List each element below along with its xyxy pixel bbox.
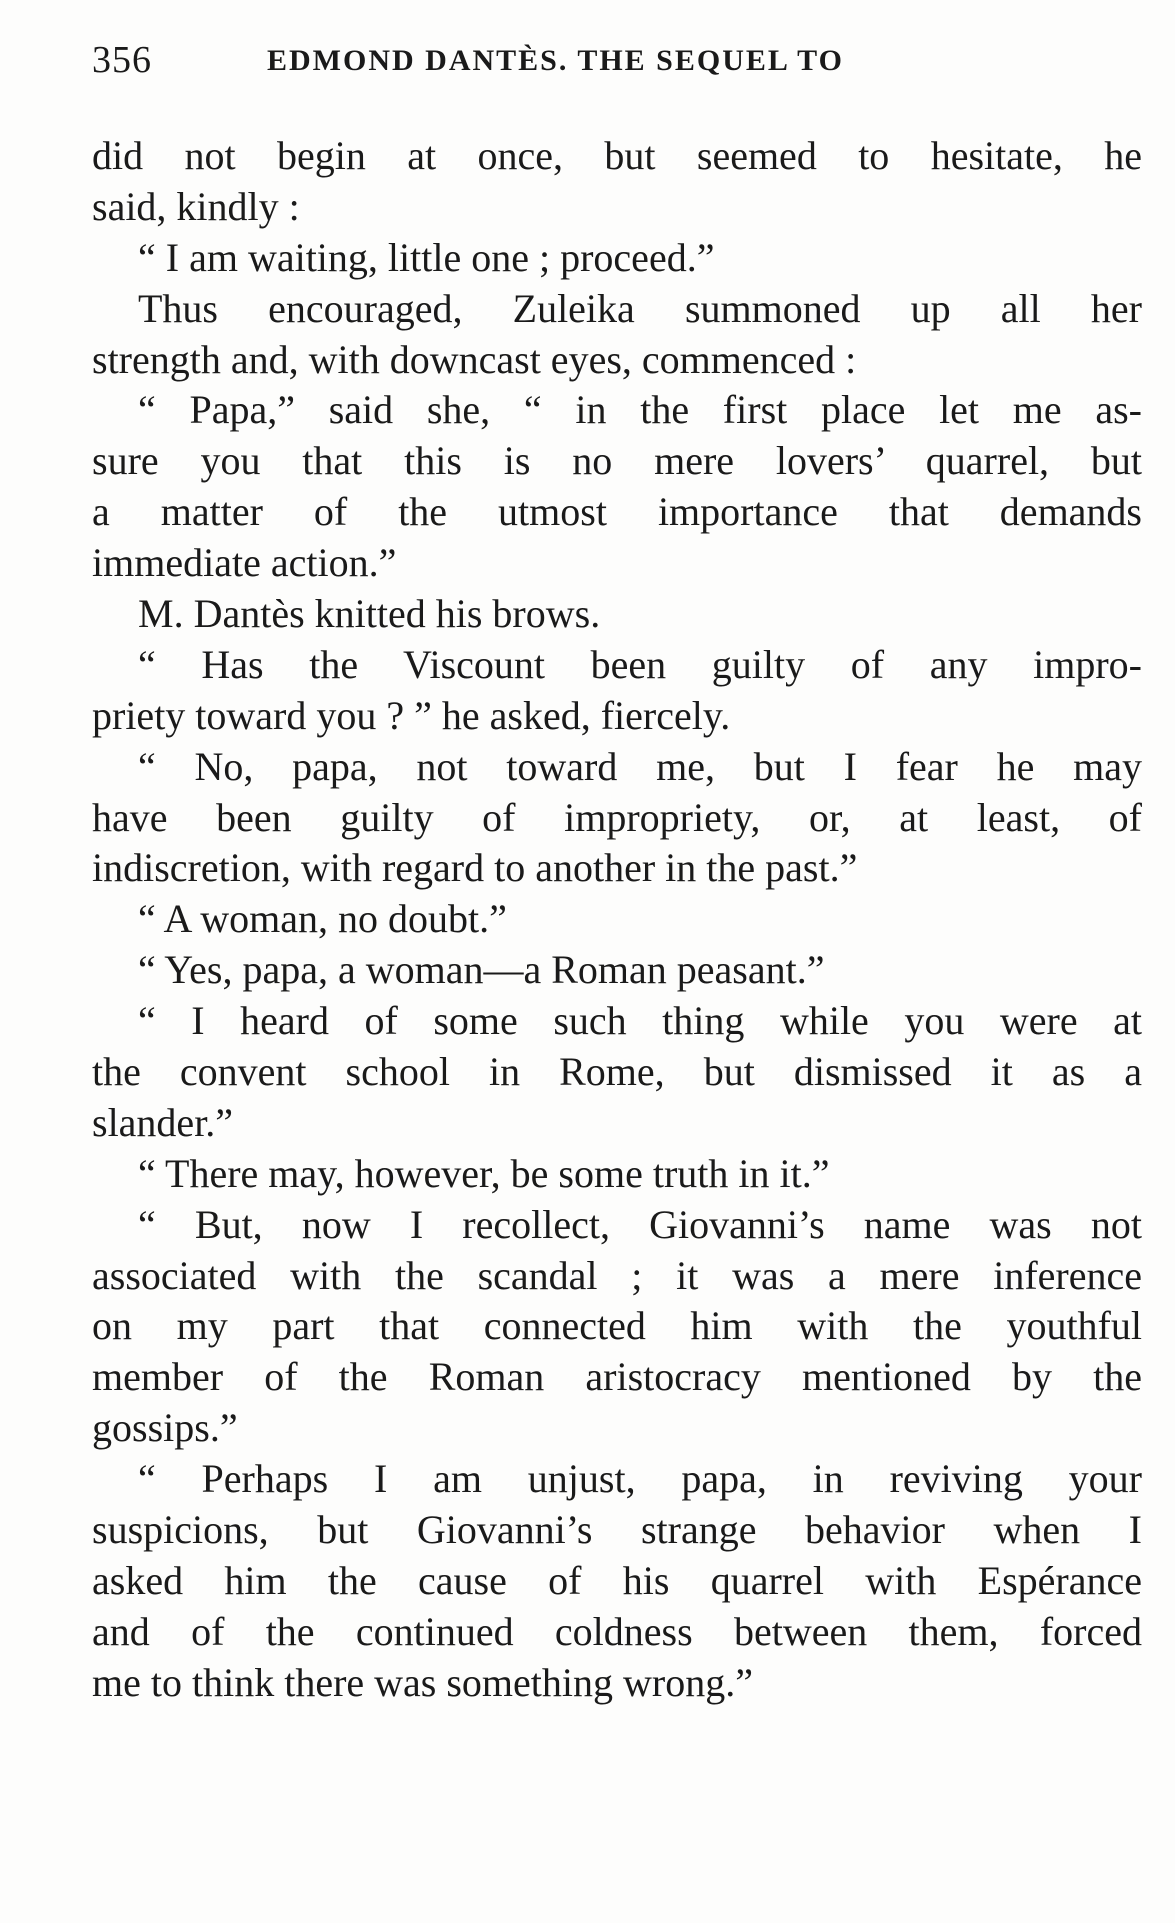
- text-line: the convent school in Rome, but dismissed it as a: [92, 1049, 1142, 1095]
- body-text: [92, 131, 1142, 1709]
- text-line: “ A woman, no doubt.”: [138, 896, 507, 942]
- text-line: said, kindly :: [92, 183, 300, 229]
- text-line: “ Has the Viscount been guilty of any impro-: [138, 641, 1142, 687]
- text-line: slander.”: [92, 1099, 234, 1145]
- text-line: asked him the cause of his quarrel with Espérance: [92, 1557, 1142, 1603]
- text-line: and of the continued coldness between them, forced: [92, 1608, 1142, 1654]
- text-line: “ I heard of some such thing while you were at: [138, 998, 1142, 1044]
- text-line: priety toward you ? ” he asked, fiercely.: [92, 692, 731, 738]
- text-line: me to think there was something wrong.”: [92, 1659, 753, 1705]
- text-line: M. Dantès knitted his brows.: [138, 591, 601, 637]
- text-line: suspicions, but Giovanni’s strange behavior when I: [92, 1507, 1142, 1553]
- text-line: on my part that connected him with the youthful: [92, 1303, 1142, 1349]
- running-head: EDMOND DANTÈS. THE SEQUEL TO: [267, 44, 844, 77]
- text-line: “ There may, however, be some truth in it.”: [138, 1150, 830, 1196]
- text-line: strength and, with downcast eyes, commenced :: [92, 336, 857, 382]
- text-line: member of the Roman aristocracy mentioned by the: [92, 1354, 1142, 1400]
- text-line: sure you that this is no mere lovers’ quarrel, but: [92, 438, 1142, 484]
- text-line: “ Yes, papa, a woman—a Roman peasant.”: [138, 947, 825, 993]
- page-header: [92, 38, 1142, 88]
- text-line: “ No, papa, not toward me, but I fear he may: [138, 743, 1142, 789]
- text-line: indiscretion, with regard to another in the past.”: [92, 845, 858, 891]
- text-line: associated with the scandal ; it was a mere inference: [92, 1252, 1142, 1298]
- text-line: have been guilty of impropriety, or, at least, of: [92, 794, 1142, 840]
- page-number: 356: [92, 39, 152, 81]
- text-line: did not begin at once, but seemed to hesitate, he: [92, 133, 1142, 178]
- text-line: “ Papa,” said she, “ in the first place let me as-: [138, 387, 1142, 433]
- text-line: “ But, now I recollect, Giovanni’s name was not: [138, 1201, 1142, 1247]
- text-line: gossips.”: [92, 1405, 238, 1451]
- text-line: Thus encouraged, Zuleika summoned up all her: [138, 285, 1142, 331]
- text-line: immediate action.”: [92, 540, 397, 586]
- text-line: “ Perhaps I am unjust, papa, in reviving your: [138, 1456, 1142, 1502]
- text-line: “ I am waiting, little one ; proceed.”: [138, 234, 715, 280]
- text-line: a matter of the utmost importance that demands: [92, 489, 1142, 535]
